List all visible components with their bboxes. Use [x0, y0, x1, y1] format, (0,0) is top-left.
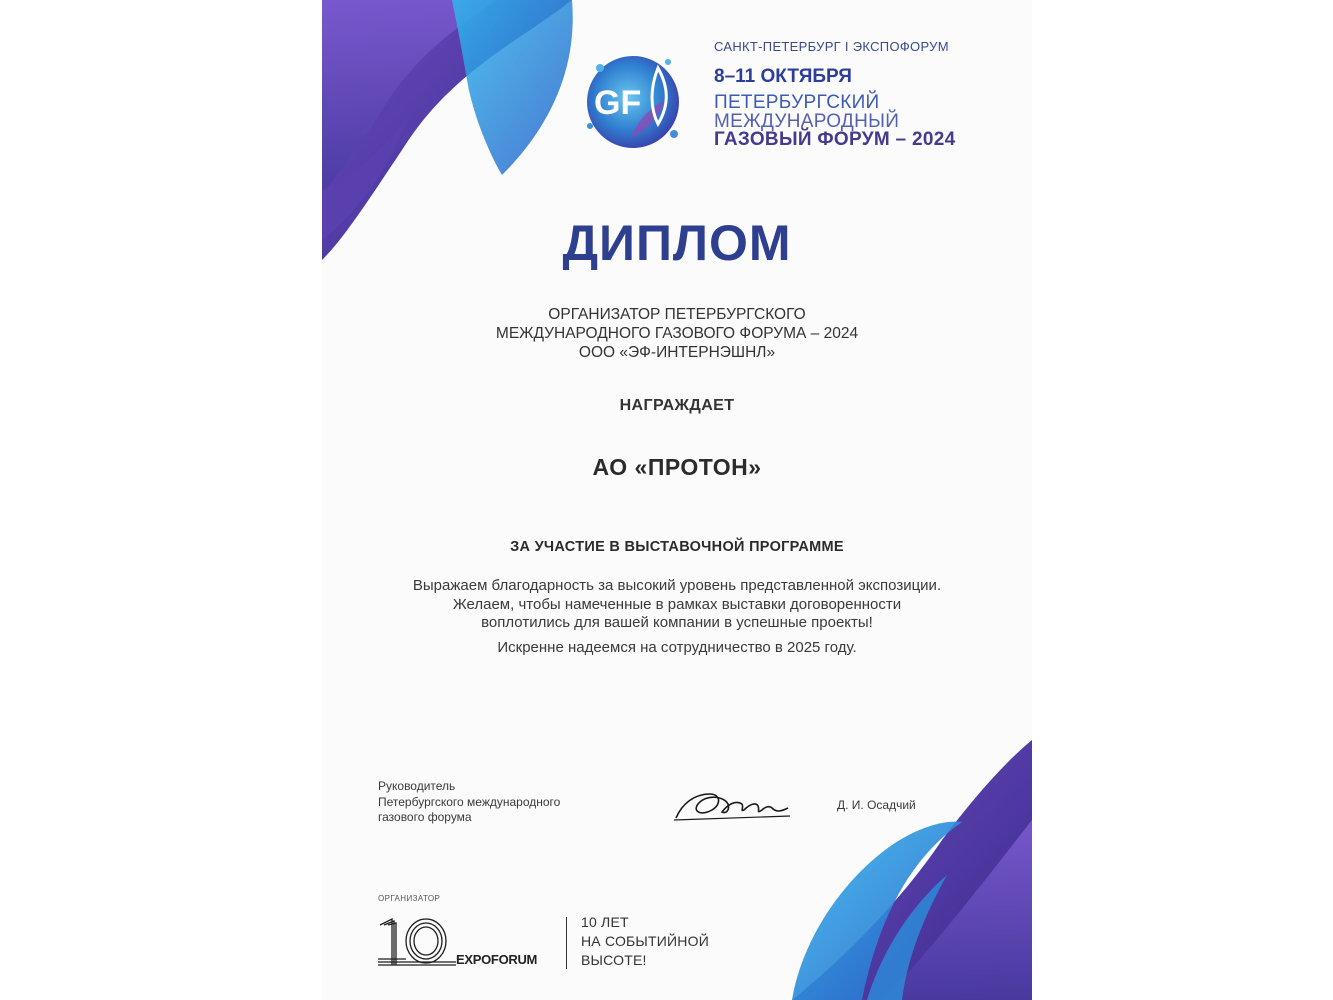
footer-divider — [566, 917, 567, 969]
handwritten-signature — [672, 786, 792, 826]
forum-name-line3: ГАЗОВЫЙ ФОРУМ – 2024 — [714, 129, 956, 150]
slogan-line: 10 ЛЕТ — [581, 914, 629, 930]
organizer-line: МЕЖДУНАРОДНОГО ГАЗОВОГО ФОРУМА – 2024 — [495, 325, 859, 342]
body-line: Желаем, чтобы намеченные в рамках выставки договоренности — [452, 596, 902, 613]
slogan-line: ВЫСОТЕ! — [581, 952, 647, 968]
expoforum-name: EXPOFORUM — [456, 952, 538, 967]
logo-number-text: 10 — [376, 915, 378, 916]
signer-position-line: Руководитель — [378, 779, 456, 793]
organizer-line: ОРГАНИЗАТОР ПЕТЕРБУРГСКОГО — [548, 306, 806, 323]
diploma-title: ДИПЛОМ — [562, 215, 792, 271]
diploma-sheet — [322, 0, 1032, 1000]
award-reason: ЗА УЧАСТИЕ В ВЫСТАВОЧНОЙ ПРОГРАММЕ — [510, 539, 844, 555]
forum-name-line2: МЕЖДУНАРОДНЫЙ — [714, 111, 900, 132]
header-city: САНКТ-ПЕТЕРБУРГ I ЭКСПОФОРУМ — [714, 39, 949, 54]
organizer-line: ООО «ЭФ-ИНТЕРНЭШНЛ» — [578, 344, 776, 361]
forum-name-line1: ПЕТЕРБУРГСКИЙ — [714, 92, 880, 113]
organizer-label: ОРГАНИЗАТОР — [378, 894, 441, 903]
body-line: Выражаем благодарность за высокий уровень представленной экспозиции. — [412, 577, 942, 594]
header-dates: 8–11 ОКТЯБРЯ — [714, 66, 852, 87]
signer-name: Д. И. Осадчий — [837, 798, 916, 812]
slogan-line: НА СОБЫТИЙНОЙ — [581, 933, 709, 949]
recipient-name: АО «ПРОТОН» — [592, 454, 762, 480]
signer-position-line: Петербургского международного — [378, 795, 561, 809]
body-line: Искренне надеемся на сотрудничество в 2025 году. — [497, 639, 857, 656]
body-line: воплотились для вашей компании в успешные проекты! — [481, 614, 873, 631]
signer-position-line: газового форума — [378, 810, 472, 824]
logo-text: GF — [594, 84, 642, 122]
expoforum-10-logo — [376, 915, 458, 969]
awards-label: НАГРАЖДАЕТ — [619, 397, 735, 414]
forum-logo — [570, 38, 696, 164]
